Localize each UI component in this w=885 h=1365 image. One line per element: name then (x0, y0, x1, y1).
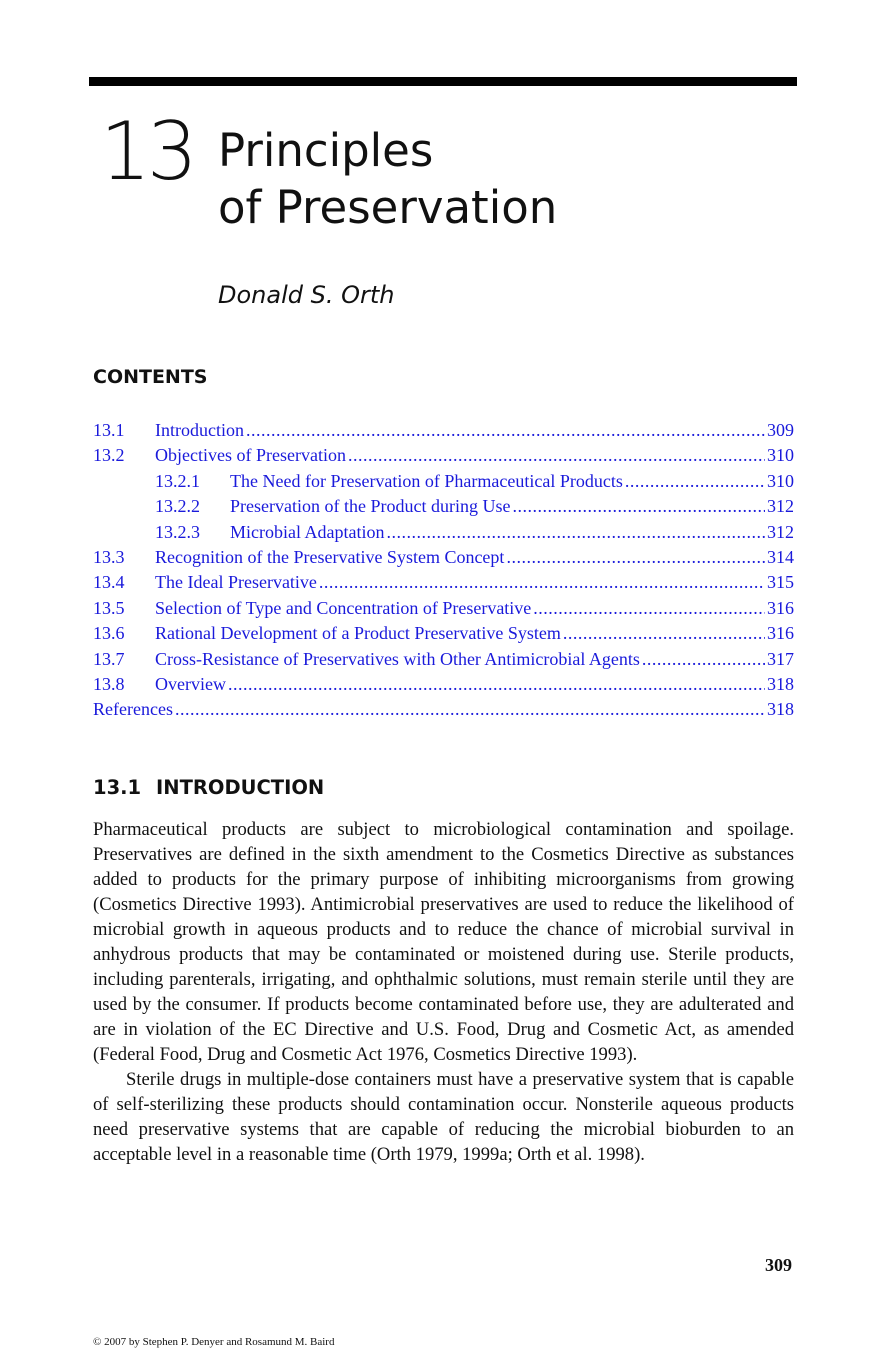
toc-entry-page: 317 (767, 648, 794, 669)
top-rule (89, 77, 797, 86)
contents-heading: CONTENTS (93, 366, 208, 388)
section-title: INTRODUCTION (156, 776, 325, 799)
toc-entry-page: 309 (767, 420, 794, 440)
toc-entry-page: 310 (767, 445, 794, 466)
toc-entry-number: 13.8 (93, 673, 125, 694)
toc-entry-references[interactable] (93, 699, 794, 724)
toc-entry-13-2-2[interactable] (93, 496, 794, 521)
toc-entry-title: Rational Development of a Product Preservative System (155, 623, 561, 644)
toc-entry-page: 315 (767, 572, 794, 593)
toc-entry-title: Recognition of the Preservative System Concept (155, 546, 505, 567)
toc-leader-dots (228, 674, 765, 695)
toc-entry-title: The Ideal Preservative (155, 572, 317, 593)
toc-entry-title: Objectives of Preservation (155, 445, 346, 466)
toc-leader-dots (246, 420, 765, 441)
toc-leader-dots (348, 445, 765, 466)
chapter-number: 13 (100, 105, 194, 198)
toc-entry-page: 316 (767, 623, 794, 644)
toc-leader-dots (512, 496, 765, 517)
body-paragraph: Pharmaceutical products are subject to microbiological contamination and spoilage. Preservatives are defined in the sixth amendment to the Cosmetics Directive as substances added to products for the primary purpose of inhibiting microorganisms from growing (Cosmetics Directive 1993). Antimicrobial preservatives are used to reduce the likelihood of microbial growth in aqueous products and to reduce the chance of microbial survival in anhydrous products that may be contaminated or moistened during use. Sterile products, including parenterals, irrigating, and ophthalmic solutions, must remain sterile until they are used by the consumer. If products become contaminated before use, they are adulterated and are in violation of the EC Directive and U.S. Food, Drug and Cosmetic Act, as amended (Federal Food, Drug and Cosmetic Act 1976, Cosmetics Directive 1993). (93, 819, 794, 1065)
chapter-title-line-2: of Preservation (218, 181, 558, 234)
toc-entry-title: Cross-Resistance of Preservatives with Other Antimicrobial Agents (155, 648, 640, 669)
section-heading (93, 776, 324, 799)
chapter-title-line-1: Principles (218, 124, 434, 177)
section-body (93, 817, 794, 1167)
toc-leader-dots (175, 699, 765, 720)
table-of-contents (93, 420, 794, 725)
toc-entry-13-7[interactable] (93, 649, 794, 674)
toc-entry-page: 318 (767, 673, 794, 694)
chapter-author: Donald S. Orth (218, 281, 395, 309)
toc-entry-page: 314 (767, 546, 794, 567)
toc-entry-13-2[interactable] (93, 445, 794, 470)
toc-entry-number: 13.6 (93, 623, 125, 644)
toc-entry-13-4[interactable] (93, 572, 794, 597)
toc-entry-number: 13.7 (93, 648, 125, 669)
toc-entry-title: References (93, 699, 173, 720)
toc-leader-dots (625, 471, 765, 492)
toc-entry-title: Overview (155, 673, 226, 694)
toc-entry-title: Introduction (155, 420, 244, 440)
toc-entry-title: Selection of Type and Concentration of Preservative (155, 597, 532, 618)
toc-entry-page: 310 (767, 470, 794, 491)
toc-entry-page: 312 (767, 521, 794, 542)
toc-entry-13-2-3[interactable] (93, 522, 794, 547)
toc-entry-number: 13.2 (93, 445, 125, 466)
toc-entry-page: 318 (767, 699, 794, 720)
toc-entry-13-8[interactable] (93, 674, 794, 699)
toc-leader-dots (563, 623, 765, 644)
copyright-notice: © 2007 by Stephen P. Denyer and Rosamund M. Baird (93, 1336, 335, 1348)
toc-leader-dots (319, 572, 765, 593)
toc-entry-number: 13.3 (93, 546, 125, 567)
toc-leader-dots (533, 598, 765, 619)
toc-entry-number: 13.2.1 (155, 470, 200, 491)
toc-entry-13-3[interactable] (93, 547, 794, 572)
toc-entry-title: Preservation of the Product during Use (230, 496, 511, 517)
toc-entry-page: 316 (767, 597, 794, 618)
toc-entry-title: The Need for Preservation of Pharmaceutical Products (230, 470, 623, 491)
toc-entry-13-2-1[interactable] (93, 471, 794, 496)
body-paragraph: Sterile drugs in multiple-dose containers must have a preservative system that is capable of self-sterilizing these products should contamination occur. Nonsterile aqueous products need preservative systems that are capable of reducing the microbial bioburden to an acceptable level in a reasonable time (Orth 1979, 1999a; Orth et al. 1998). (93, 1069, 794, 1165)
toc-entry-number: 13.5 (93, 597, 125, 618)
section-number: 13.1 (93, 776, 142, 799)
toc-entry-page: 312 (767, 496, 794, 517)
toc-entry-number: 13.1 (93, 420, 125, 440)
toc-leader-dots (386, 522, 765, 543)
toc-leader-dots (642, 649, 765, 670)
toc-entry-number: 13.4 (93, 572, 125, 593)
page-number: 309 (765, 1255, 792, 1275)
toc-leader-dots (506, 547, 765, 568)
toc-entry-13-5[interactable] (93, 598, 794, 623)
chapter-title (218, 122, 557, 236)
toc-entry-13-1[interactable] (93, 420, 794, 445)
toc-entry-13-6[interactable] (93, 623, 794, 648)
toc-entry-number: 13.2.3 (155, 521, 200, 542)
toc-entry-title: Microbial Adaptation (230, 521, 385, 542)
toc-entry-number: 13.2.2 (155, 496, 200, 517)
